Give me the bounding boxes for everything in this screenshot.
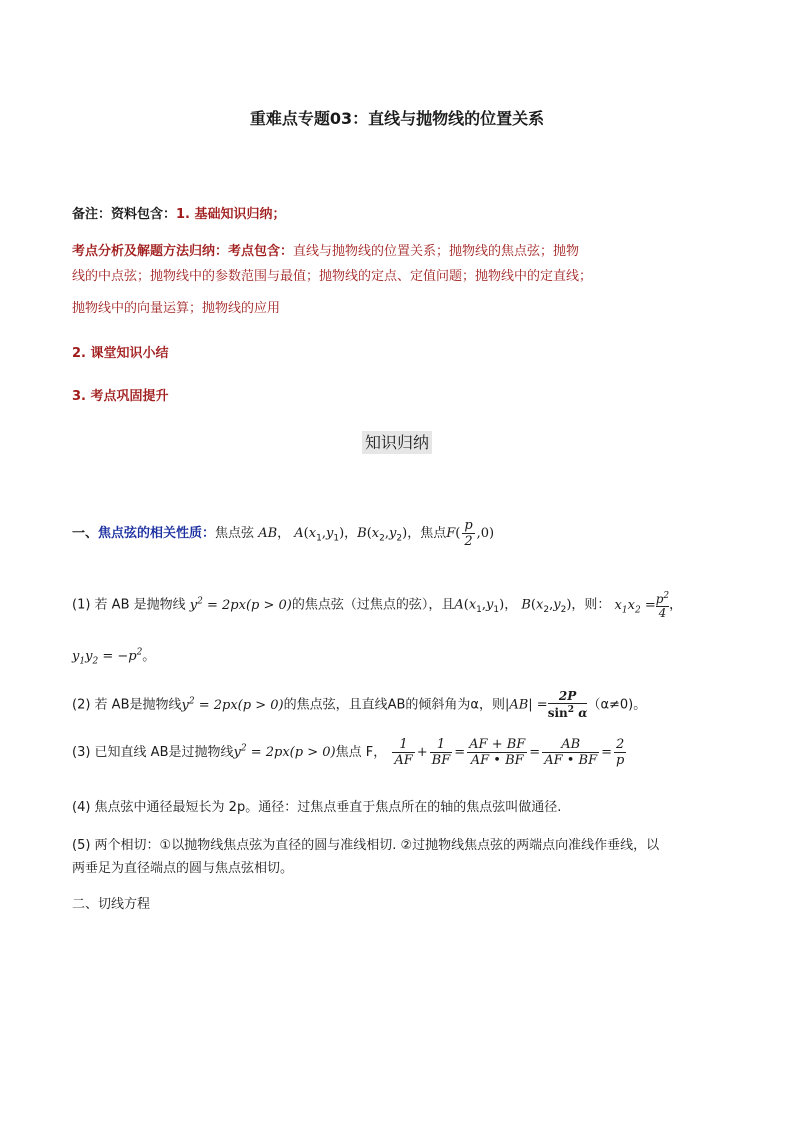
analysis-line1: [72, 243, 579, 261]
notes-label: 备注：资料包含：: [72, 207, 177, 222]
item1-line: (1) 若 AB 是抛物线 $y^2 = 2px(p > 0)$的焦点弦（过焦点的弦），且$A(x_1,y_1)$， $B(x_2,y_2)$，则： $x_1x_2$ = $\frac{p^2}{4}$ ，: [72, 591, 683, 620]
analysis-line2: 线的中点弦；抛物线中的参数范围与最值；抛物线的定点、定值问题；抛物线中的定直线；: [72, 269, 593, 284]
notes-item3: 3. 考点巩固提升: [72, 389, 169, 404]
item3-prefix: (3) 已知直线 AB是过抛物线: [72, 745, 234, 760]
item2-cond: （α≠0)。: [587, 697, 647, 713]
item1-mid: 的焦点弦（过焦点的弦），且: [291, 597, 455, 613]
section1-title: 焦点弦的相关性质：: [98, 526, 216, 541]
item1-prefix: (1) 若 AB 是抛物线: [72, 597, 186, 613]
item4-line: (4) 焦点弦中通径最短长为 2p。通径：过焦点垂直于焦点所在的轴的焦点弦叫做通径.: [72, 800, 562, 815]
analysis-label: 考点分析及解题方法归纳：考点包含：: [72, 244, 294, 259]
section2-heading: 二、切线方程: [72, 897, 151, 912]
item5-line1: (5) 两个相切：①以抛物线焦点弦为直径的圆与准线相切. ②过抛物线焦点弦的两端点向准线作垂线，以: [72, 838, 660, 853]
item5-line2: 两垂足为直径端点的圆与焦点弦相切。: [72, 861, 294, 876]
section1-text: 焦点弦: [215, 526, 255, 541]
math-focus: F: [446, 526, 456, 541]
notes-line: [72, 203, 286, 222]
item2-prefix: (2) 若 AB是抛物线: [72, 697, 182, 713]
item1-line2: $y_1y_2 = -p^2$。: [72, 647, 156, 667]
focus-text: ，焦点: [407, 526, 447, 541]
page-title: 重难点专题03：直线与抛物线的位置关系: [249, 109, 545, 128]
item2-line: (2) 若 AB是抛物线$y^2 = 2px(p > 0)$的焦点弦，且直线AB的倾斜角为α，则|AB| = $\frac{2P}{\sin^2 \alpha}$ （α≠0)。: [72, 689, 647, 720]
math-y1y2: $y_1y_2 = -p^2$: [72, 647, 143, 667]
section1-line: 一、焦点弦的相关性质：焦点弦 AB， $A(x_1,y_1)$，$B(x_2,y_2)$，焦点F( $\frac{p}{2}$ ,0): [72, 518, 495, 549]
math-point-b: B: [357, 526, 367, 541]
analysis-line3: 抛物线中的向量运算；抛物线的应用: [72, 301, 281, 316]
item3-line: (3) 已知直线 AB是过抛物线$y^2 = 2px(p > 0)$焦点 F， $\frac{1}{AF}$ + $\frac{1}{BF}$ = $\frac{AF + BF}{AF • BF}$ = $\frac{AB}{AF • BF}$ = $\frac{2}{p}$: [72, 737, 625, 768]
item1-then: ，则：: [571, 597, 611, 613]
math-ab: AB: [258, 526, 278, 541]
notes-item2: 2. 课堂知识小结: [72, 346, 169, 361]
item2-mid: 的焦点弦，且直线AB的倾斜角为α，则: [283, 697, 505, 713]
item3-mid: 焦点 F，: [335, 745, 387, 760]
notes-item1: 1. 基础知识归纳；: [176, 207, 286, 222]
section-heading: 知识归纳: [0, 430, 794, 453]
math-parabola: $y^2 = 2px(p > 0)$: [189, 596, 292, 613]
math-x1x2: $x_1x_2$ =: [614, 597, 656, 616]
math-point-a: A: [294, 526, 304, 541]
section1-num: 一、: [72, 526, 99, 541]
analysis-text1: 直线与抛物线的位置关系；抛物线的焦点弦；抛物: [293, 244, 580, 259]
math-ab-length: |AB| =: [504, 697, 548, 713]
